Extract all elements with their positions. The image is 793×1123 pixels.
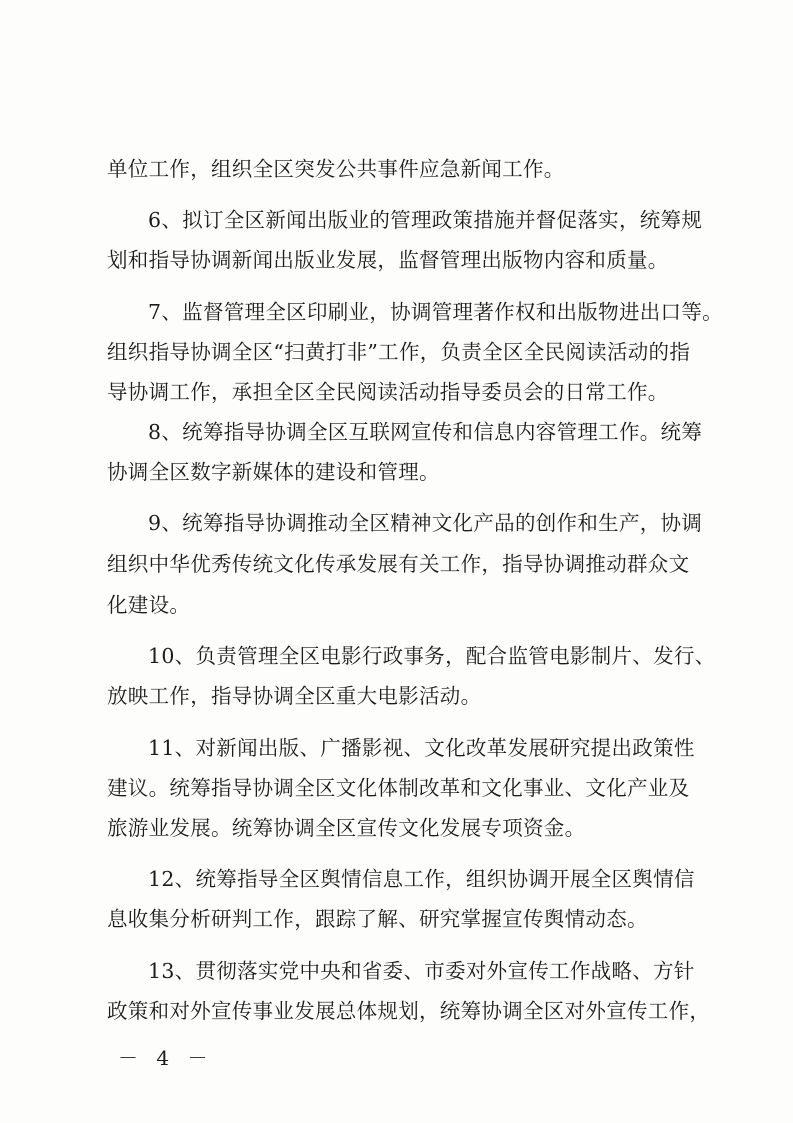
text-line: 政策和对外宣传事业发展总体规划，统筹协调全区对外宣传工作， (107, 999, 711, 1023)
text-line: 息收集分析研判工作，跟踪了解、研究掌握宣传舆情动态。 (107, 907, 648, 931)
text-line: 13、贯彻落实党中央和省委、市委对外宣传工作战略、方针 (148, 959, 695, 983)
text-line: 化建设。 (107, 593, 191, 617)
text-line: 8、统筹指导协调全区互联网宣传和信息内容管理工作。统筹 (148, 420, 703, 444)
text-line: 建议。统筹指导协调全区文化体制改革和文化事业、文化产业及 (107, 776, 690, 800)
text-line: 单位工作，组织全区突发公共事件应急新闻工作。 (107, 157, 565, 181)
text-line: 11、对新闻出版、广播影视、文化改革发展研究提出政策性 (148, 736, 695, 760)
text-line: 协调全区数字新媒体的建设和管理。 (107, 460, 440, 484)
text-line: 放映工作，指导协调全区重大电影活动。 (107, 684, 482, 708)
text-line: 划和指导协调新闻出版业发展，监督管理出版物内容和质量。 (107, 248, 669, 272)
page-number: － 4 － (118, 1046, 214, 1070)
text-line: 旅游业发展。统筹协调全区宣传文化发展专项资金。 (107, 816, 586, 840)
text-line: 组织指导协调全区“扫黄打非”工作，负责全区全民阅读活动的指 (107, 340, 691, 364)
text-line: 9、统筹指导协调推动全区精神文化产品的创作和生产，协调 (148, 511, 703, 535)
text-line: 导协调工作，承担全区全民阅读活动指导委员会的日常工作。 (107, 380, 669, 404)
text-line: 组织中华优秀传统文化传承发展有关工作，指导协调推动群众文 (107, 552, 690, 576)
text-line: 6、拟订全区新闻出版业的管理政策措施并督促落实，统筹规 (148, 208, 703, 232)
text-line: 10、负责管理全区电影行政事务，配合监管电影制片、发行、 (148, 644, 716, 668)
text-line: 7、监督管理全区印刷业，协调管理著作权和出版物进出口等。 (148, 300, 723, 324)
text-line: 12、统筹指导全区舆情信息工作，组织协调开展全区舆情信 (148, 867, 695, 891)
